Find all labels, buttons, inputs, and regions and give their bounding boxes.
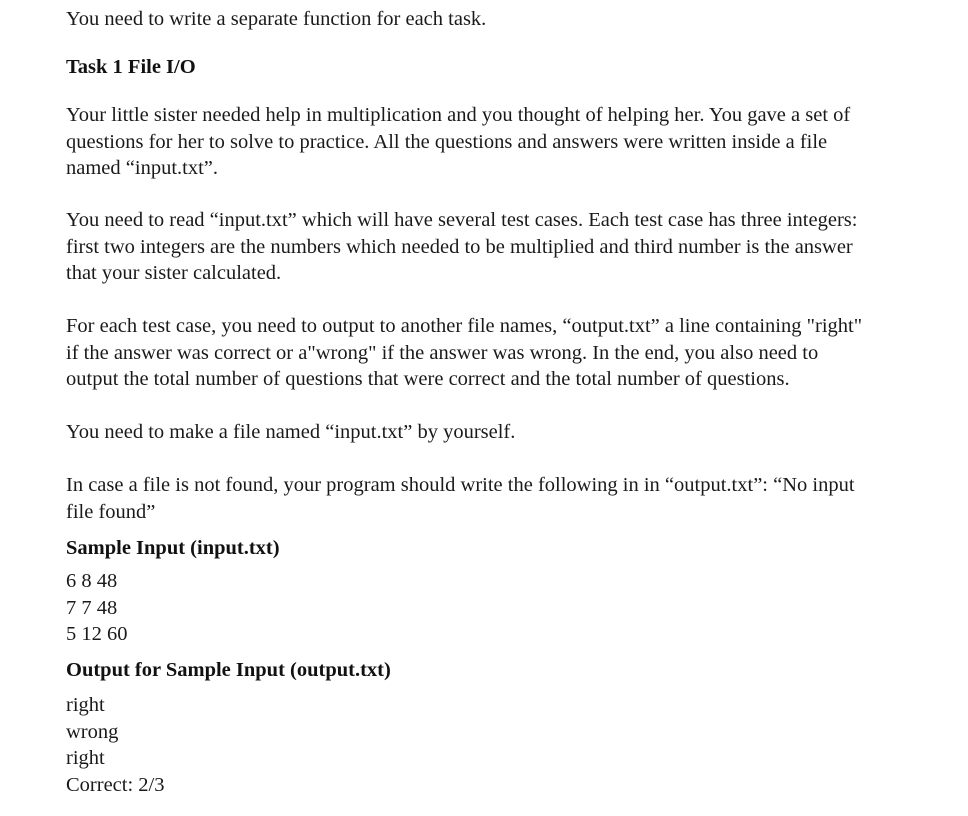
paragraph-line: that your sister calculated. [66,262,282,284]
sample-input-line: 6 8 48 [66,570,118,592]
sample-input-heading [66,535,946,562]
sample-input-heading-text: Sample Input (input.txt) [66,537,280,559]
task-heading [66,54,946,81]
paragraph-line: You need to read “input.txt” which will have several test cases. Each test case has three integers: [66,209,858,231]
sample-input-line: 5 12 60 [66,623,128,645]
paragraph-intro-story [66,102,946,182]
paragraph-line: first two integers are the numbers which needed to be multiplied and third number is the answer [66,235,853,258]
paragraph-line: Your little sister needed help in multiplication and you thought of helping her. You gave a set of [66,104,851,126]
intro-line: You need to write a separate function for each task. [66,8,487,30]
intro-text [66,6,946,33]
paragraph-read-input [66,207,946,287]
sample-input-line: 7 7 48 [66,596,118,619]
sample-output-line: Correct: 2/3 [66,773,165,796]
sample-output-block [66,692,946,798]
paragraph-line: For each test case, you need to output to another file names, “output.txt” a line containing "right" [66,315,863,337]
task-heading-text: Task 1 File I/O [66,56,196,78]
paragraph-line: output the total number of questions that were correct and the total number of questions. [66,368,790,390]
sample-output-heading-text: Output for Sample Input (output.txt) [66,659,391,681]
sample-input-block [66,568,946,648]
sample-output-line: wrong [66,720,119,743]
paragraph-make-file [66,419,946,446]
paragraph-line: questions for her to solve to practice. All the questions and answers were written inside a file [66,130,828,153]
paragraph-line: file found” [66,500,156,523]
paragraph-output-rules [66,313,946,393]
paragraph-line: if the answer was correct or a"wrong" if the answer was wrong. In the end, you also need to [66,341,819,364]
sample-output-line: right [66,747,105,769]
paragraph-line: named “input.txt”. [66,157,218,179]
sample-output-heading [66,657,946,684]
paragraph-file-not-found [66,472,946,525]
paragraph-line: You need to make a file named “input.txt” by yourself. [66,421,516,443]
paragraph-line: In case a file is not found, your program should write the following in in “output.txt”: “No input [66,474,855,496]
sample-output-line: right [66,694,105,716]
